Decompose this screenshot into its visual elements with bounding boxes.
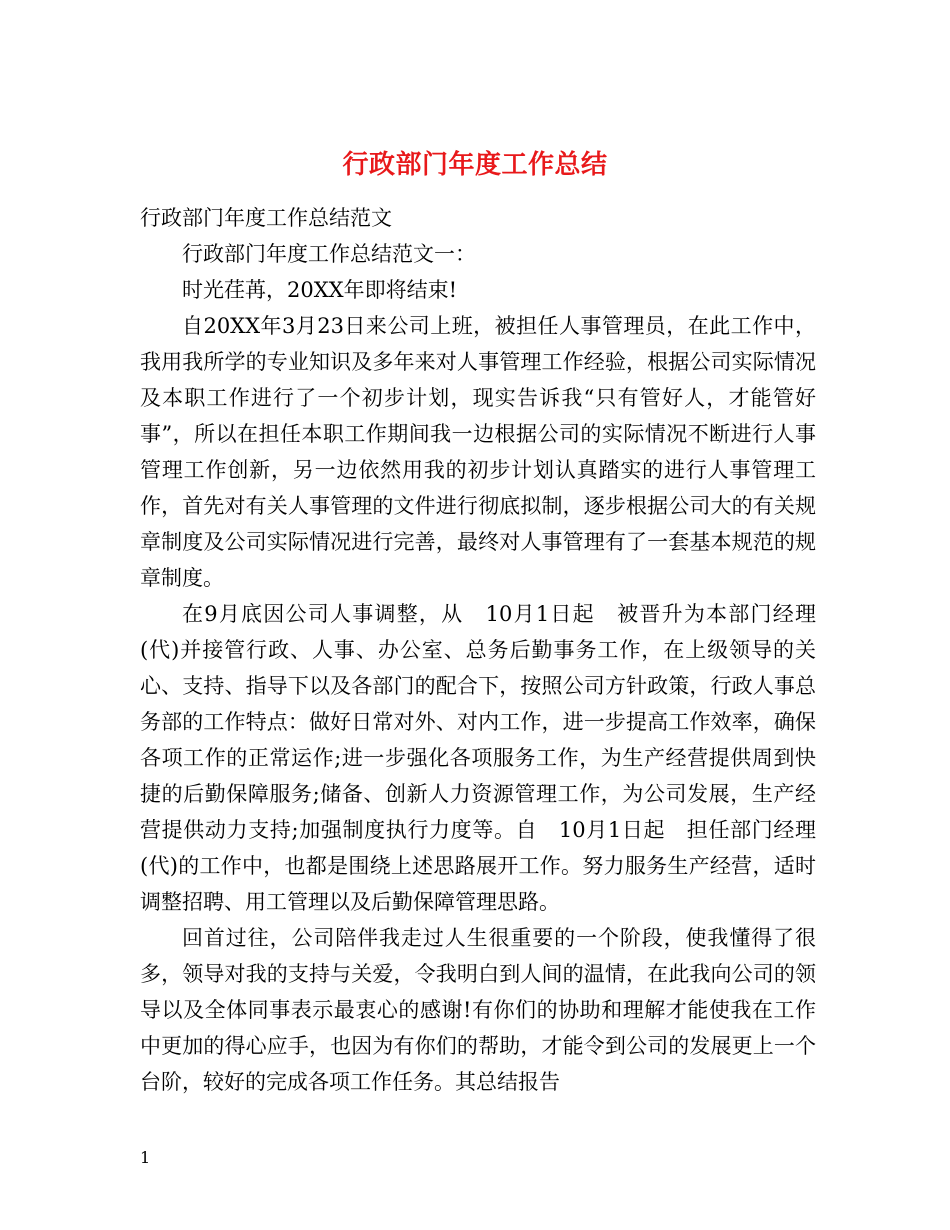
paragraph-hr-work: 自20XX年3月23日来公司上班，被担任人事管理员，在此工作中，我用我所学的专业知识及多年来对人事管理工作经验，根据公司实际情况及本职工作进行了一个初步计划，现实告诉我“只有管好人，才能管好事”，所以在担任本职工作期间我一边根据公司的实际情况不断进行人事管理工作创新，另一边依然用我的初步计划认真踏实的进行人事管理工作，首先对有关人事管理的文件进行彻底拟制，逐步根据公司大的有关规章制度及公司实际情况进行完善，最终对人事管理有了一套基本规范的规章制度。: [140, 314, 816, 590]
paragraph-promotion: 在9月底因公司人事调整，从 10月1日起 被晋升为本部门经理(代)并接管行政、人事、办公室、总务后勤事务工作，在上级领导的关心、支持、指导下以及各部门的配合下，按照公司方针政策，行政人事总务部的工作特点：做好日常对外、对内工作，进一步提高工作效率，确保各项工作的正常运作;进一步强化各项服务工作，为生产经营提供周到快捷的后勤保障服务;储备、创新人力资源管理工作，为公司发展，生产经营提供动力支持;加强制度执行力度等。自 10月1日起 担任部门经理(代)的工作中，也都是围绕上述思路展开工作。努力服务生产经营，适时调整招聘、用工管理以及后勤保障管理思路。: [140, 602, 816, 914]
document-subtitle: 行政部门年度工作总结范文: [140, 206, 392, 230]
paragraph-intro: 时光荏苒，20XX年即将结束!: [182, 278, 458, 302]
document-title: 行政部门年度工作总结: [342, 150, 608, 181]
document-body: [140, 200, 816, 1100]
paragraph-heading: 行政部门年度工作总结范文一：: [182, 242, 476, 266]
page-number: 1: [140, 1148, 151, 1167]
paragraph-gratitude: 回首过往，公司陪伴我走过人生很重要的一个阶段，使我懂得了很多，领导对我的支持与关爱，令我明白到人间的温情，在此我向公司的领导以及全体同事表示最衷心的感谢!有你们的协助和理解才能使我在工作中更加的得心应手，也因为有你们的帮助，才能令到公司的发展更上一个台阶，较好的完成各项工作任务。其总结报告: [140, 926, 816, 1094]
